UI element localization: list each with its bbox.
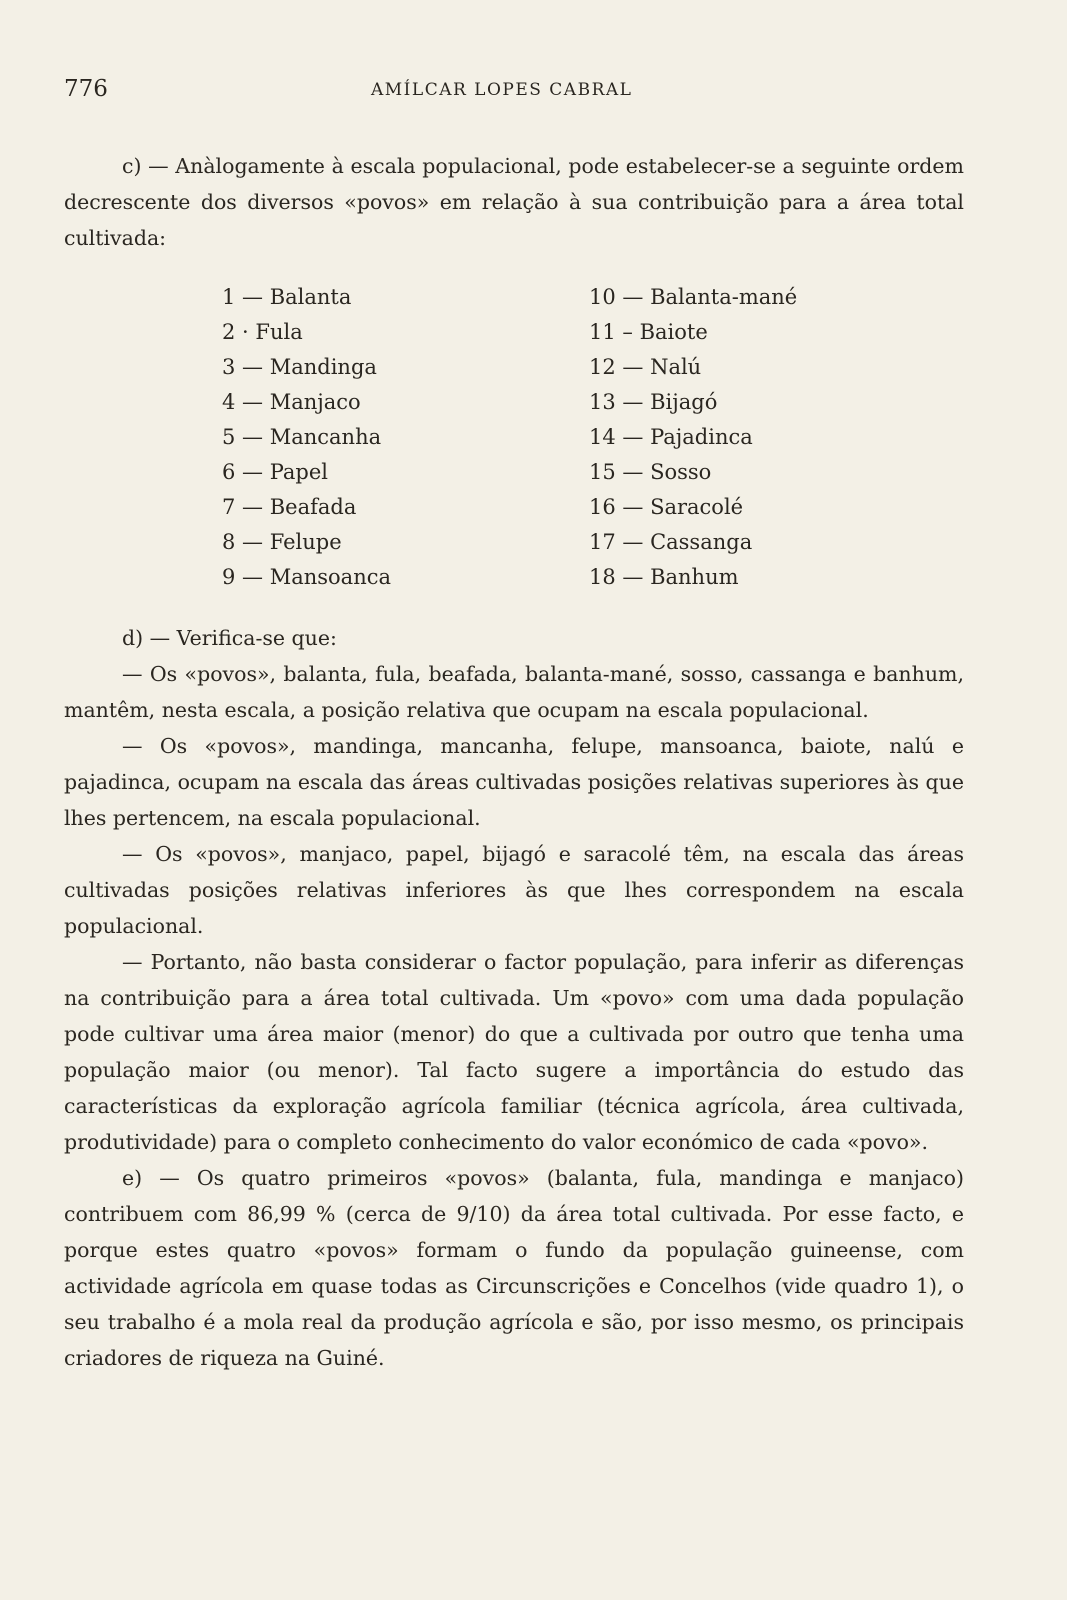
running-head: AMÍLCAR LOPES CABRAL [371,80,633,100]
list-item: 5 — Mancanha [222,425,382,449]
list-item: 6 — Papel [222,460,329,484]
list-item: 18 — Banhum [589,565,739,589]
list-item: 4 — Manjaco [222,390,361,414]
list-item: 15 — Sosso [589,460,712,484]
paragraph-d-1: — Os «povos», balanta, fula, beafada, balanta-mané, sosso, cassanga e banhum, mantêm, nesta escala, a posição relativa que ocupam na escala populacional. [64,662,964,722]
paragraph-e: e) — Os quatro primeiros «povos» (balanta, fula, mandinga e manjaco) contribuem com 86,99 % (cerca de 9/10) da área total cultivada. Por esse facto, e porque estes quatro «povos» formam o fundo da população guineense, com actividade agrícola em quase todas as Circunscrições e Concelhos (vide quadro 1), o seu trabalho é a mola real da produção agrícola e são, por isso mesmo, os principais criadores de riqueza na Guiné. [64,1166,964,1370]
list-item: 13 — Bijagó [589,390,718,414]
page-number: 776 [64,76,108,102]
list-item: 8 — Felupe [222,530,342,554]
list-item: 7 — Beafada [222,495,357,519]
list-item: 17 — Cassanga [589,530,753,554]
ranking-list-right [589,280,797,595]
list-item: 12 — Nalú [589,355,702,379]
ranking-list-left [222,280,391,595]
list-item: 10 — Balanta-mané [589,285,798,309]
paragraph-c: c) — Anàlogamente à escala populacional, pode estabelecer-se a seguinte ordem decrescente dos diversos «povos» em relação à sua contribuição para a área total cultivada: [64,154,964,250]
ranking-list [64,280,964,606]
list-item: 16 — Saracolé [589,495,744,519]
paragraph-d-2: — Os «povos», mandinga, mancanha, felupe, mansoanca, baiote, nalú e pajadinca, ocupam na escala das áreas cultivadas posições relativas superiores às que lhes pertencem, na escala populacional. [64,734,964,830]
list-item: 1 — Balanta [222,285,352,309]
book-page [64,70,964,1376]
list-item: 9 — Mansoanca [222,565,392,589]
paragraph-d-3: — Os «povos», manjaco, papel, bijagó e saracolé têm, na escala das áreas cultivadas posições relativas inferiores às que lhes correspondem na escala populacional. [64,842,964,938]
list-item: 14 — Pajadinca [589,425,753,449]
list-item: 2 · Fula [222,320,303,344]
list-item: 11 – Baiote [589,320,708,344]
paragraph-d-4: — Portanto, não basta considerar o factor população, para inferir as diferenças na contribuição para a área total cultivada. Um «povo» com uma dada população pode cultivar uma área maior (menor) do que a cultivada por outro que tenha uma população maior (ou menor). Tal facto sugere a importância do estudo das características da exploração agrícola familiar (técnica agrícola, área cultivada, produtividade) para o completo conhecimento do valor económico de cada «povo». [64,950,964,1154]
list-item: 3 — Mandinga [222,355,377,379]
paragraph-d-intro: d) — Verifica-se que: [122,626,337,650]
page-header [64,70,964,110]
